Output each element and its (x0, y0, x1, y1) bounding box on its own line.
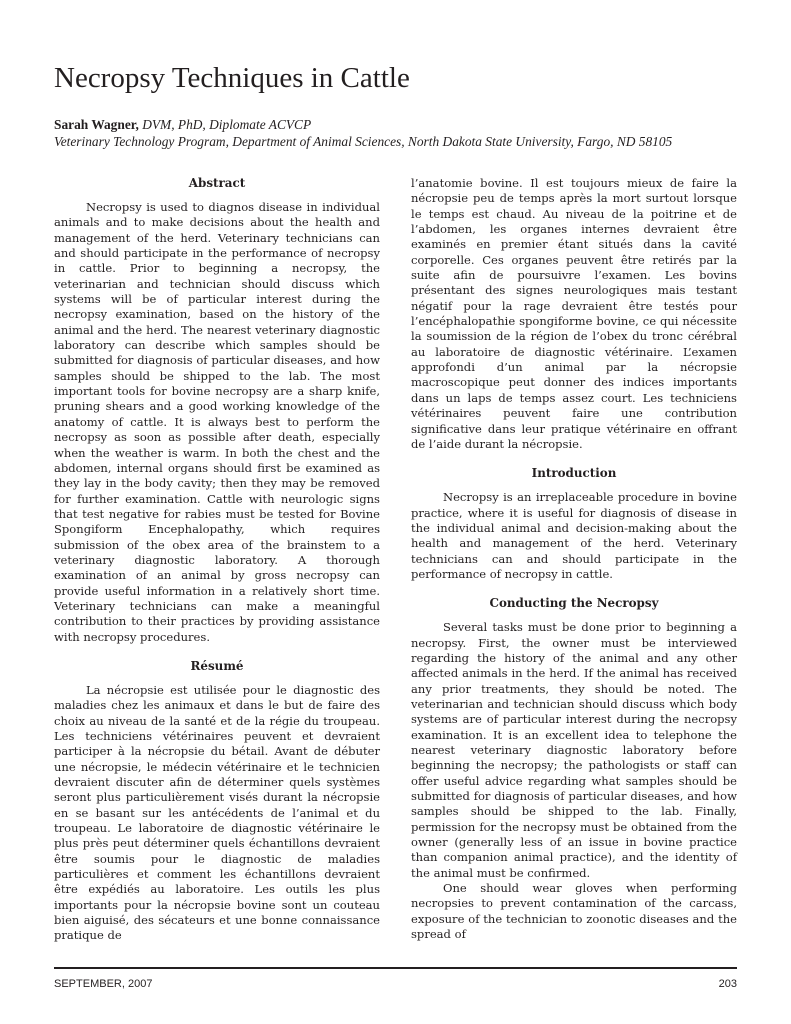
resume-text-left: La nécropsie est utilisée pour le diagnostic des maladies chez les animaux et dans le but de faire des choix au niveau de la santé et de la régie du troupeau. Les techniciens vétérinaires peuvent et devraient participer à la nécropsie du bétail. Avant de débuter une nécropsie, le médecin vétérinaire et le technicien devraient discuter afin de déterminer quels systèmes seront plus particulièrement visés durant la nécropsie en se basant sur les antécédents de l’animal et du troupeau. Le laboratoire de diagnostic vétérinaire le plus près peut déterminer quels échantillons devraient être soumis pour le diagnostic de maladies particulières et comment les échantillons devraient être expédiés au laboratoire. Les outils les plus importants pour la nécropsie bovine sont un couteau bien aiguisé, des sécateurs et une bonne connaissance pratique de (54, 682, 380, 943)
resume-heading: Résumé (190, 658, 244, 673)
article-title: Necropsy Techniques in Cattle (54, 62, 410, 94)
conducting-paragraph-2: One should wear gloves when performing necropsies to prevent contamination of the carcass, exposure of the technician to zoonotic diseases and the spread of (411, 881, 737, 942)
author-line (54, 117, 311, 133)
introduction-heading: Introduction (531, 466, 617, 481)
conducting-heading: Conducting the Necropsy (489, 596, 659, 611)
abstract-text: Necropsy is used to diagnos disease in individual animals and to make decisions about the health and management of the herd. Veterinary technicians can and should participate in the performance of necropsy in cattle. Prior to beginning a necropsy, the veterinarian and technician should discuss which systems will be of particular interest during the necropsy examination, based on the history of the animal and the herd. The nearest veterinary diagnostic laboratory can describe which samples should be submitted for diagnosis of particular diseases, and how samples should be shipped to the lab. The most important tools for bovine necropsy are a sharp knife, pruning shears and a good working knowledge of the anatomy of cattle. It is always best to perform the necropsy as soon as possible after death, especially when the weather is warm. In both the chest and the abdomen, internal organs should first be examined as they lay in the body cavity; then they may be removed for further examination. Cattle with neurologic signs that test negative for rabies must be tested for Bovine Spongiform Encephalopathy, which requires submission of the obex area of the brainstem to a veterinary diagnostic laboratory. A thorough examination of an animal by gross necropsy can provide useful information in a relatively short time. Veterinary technicians can make a meaningful contribution to their practices by providing assistance with necropsy procedures. (54, 200, 380, 644)
introduction-text: Necropsy is an irreplaceable procedure in bovine practice, where it is useful for diagnosis of disease in the individual animal and decision-making about the health and management of the herd. Veterinary technicians can and should participate in the performance of necropsy in cattle. (411, 490, 737, 581)
author-credentials: DVM, PhD, Diplomate ACVCP (142, 117, 312, 132)
left-column (54, 176, 380, 944)
footer-rule (54, 967, 737, 969)
author-name: Sarah Wagner, (54, 117, 139, 132)
author-affiliation: Veterinary Technology Program, Department of Animal Sciences, North Dakota State University, Fargo, ND 58105 (54, 134, 673, 149)
abstract-heading: Abstract (188, 176, 246, 190)
conducting-paragraph-1: Several tasks must be done prior to beginning a necropsy. First, the owner must be interviewed regarding the history of the animal and any other affected animals in the herd. If the animal has received any prior treatments, they should be noted. The veterinarian and technician should discuss which body systems are of particular interest during the necropsy examination. It is an excellent idea to telephone the nearest veterinary diagnostic laboratory before beginning the necropsy; the pathologists or staff can offer useful advice regarding what samples should be submitted for diagnosis of particular diseases, and how samples should be shipped to the lab. Finally, permission for the necropsy must be obtained from the owner (generally less of an issue in bovine practice than companion animal practice), and the identity of the animal must be confirmed. (411, 620, 737, 880)
right-column (411, 176, 737, 942)
page-number: 203 (718, 978, 737, 990)
resume-text-right: l’anatomie bovine. Il est toujours mieux de faire la nécropsie peu de temps après la mort surtout lorsque le temps est chaud. Au niveau de la poitrine et de l’abdomen, les organes internes devraient être examinés en premier étant situés dans la cavité corporelle. Ces organes peuvent être retirés par la suite afin de poursuivre l’examen. Les bovins présentant des signes neurologiques mais testant négatif pour la rage devraient être testés pour l’encéphalopathie spongiforme bovine, ce qui nécessite la soumission de la région de l’obex du tronc cérébral au laboratoire de diagnostic vétérinaire. L’examen approfondi d’un animal par la nécropsie macroscopique peut donner des indices importants dans un laps de temps assez court. Les techniciens vétérinaires peuvent faire une contribution significative dans leur pratique vétérinaire en offrant de l’aide durant la nécropsie. (411, 176, 737, 451)
footer-date: SEPTEMBER, 2007 (54, 978, 153, 990)
